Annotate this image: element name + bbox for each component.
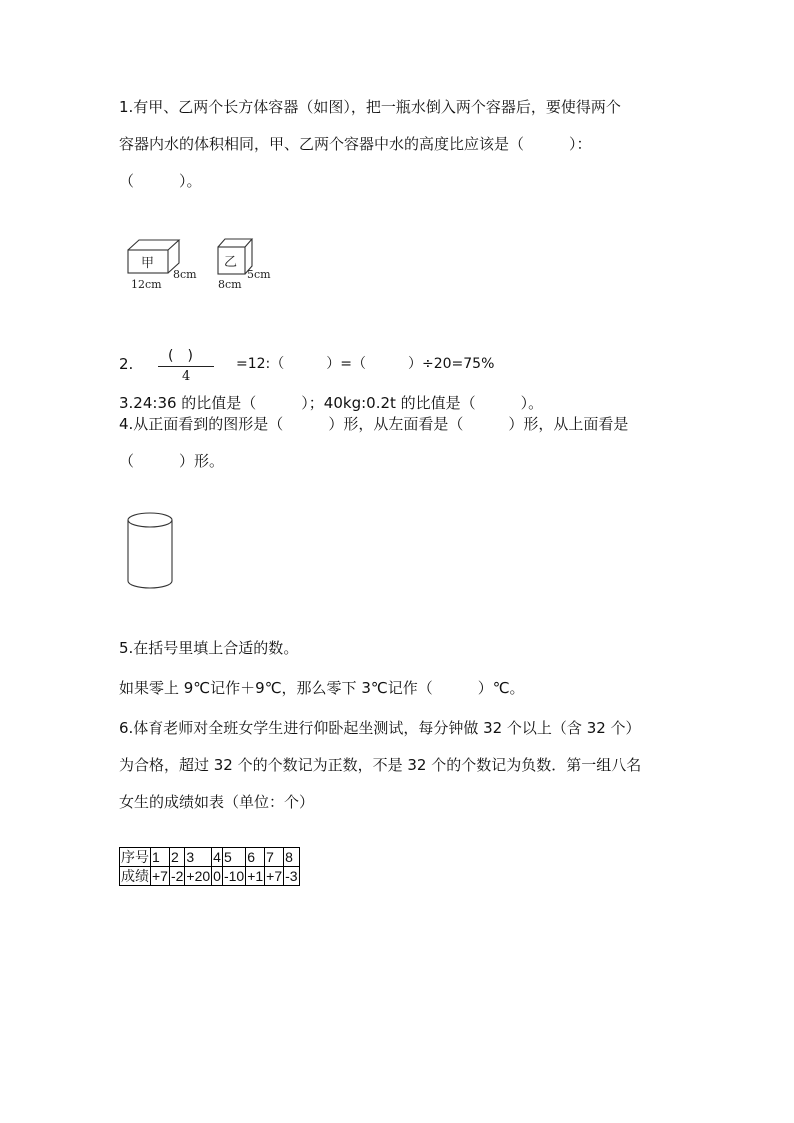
table-cell: 1 [151, 848, 170, 867]
q5-line1: 5.在括号里填上合适的数。 [119, 639, 299, 657]
table-cell: 2 [169, 848, 184, 867]
table-cell: +7 [152, 868, 168, 884]
q3-text: 3.24:36 的比值是（ ）；40kg:0.2t 的比值是（ ）。 [119, 394, 544, 412]
table-row [120, 848, 300, 867]
q6-line1: 6.体育老师对全班女学生进行仰卧起坐测试，每分钟做 32 个以上（含 32 个） [119, 719, 641, 737]
q2-numerator: ( ) [168, 348, 193, 364]
cuboid-b-height: 5cm [247, 268, 271, 281]
q2-rest: =12:（ ）=（ ）÷20=75% [236, 356, 495, 372]
table-cell: 0 [213, 868, 221, 884]
q2-denominator: 4 [182, 369, 191, 384]
q4-line1: 4.从正面看到的图形是（ ）形，从左面看是（ ）形，从上面看是 [119, 415, 629, 433]
q1-line3: （ ）。 [119, 172, 202, 190]
table-row-label: 成绩 [121, 868, 149, 884]
table-cell: -10 [223, 868, 245, 884]
q1-line2: 容器内水的体积相同，甲、乙两个容器中水的高度比应该是（ ）： [119, 135, 592, 153]
cuboid-a-length: 12cm [131, 278, 162, 291]
table-header-label: 序号 [121, 849, 149, 865]
q6-line3: 女生的成绩如表（单位：个） [119, 793, 315, 811]
scores-table [119, 847, 300, 886]
q5-line2: 如果零上 9℃记作＋9℃，那么零下 3℃记作（ ）℃。 [119, 679, 525, 697]
table-cell: +1 [247, 868, 264, 884]
cuboid-a-height: 8cm [173, 268, 197, 281]
q1-line1: 1.有甲、乙两个长方体容器（如图），把一瓶水倒入两个容器后，要使得两个 [119, 98, 621, 116]
table-cell: -2 [170, 868, 184, 884]
table-cell: -3 [285, 868, 298, 884]
cuboid-a-label: 甲 [141, 256, 155, 271]
q4-line2: （ ）形。 [119, 452, 225, 470]
cuboid-b-label: 乙 [224, 255, 238, 270]
table-cell: 6 [246, 848, 265, 867]
cuboid-b-length: 8cm [218, 278, 242, 291]
table-cell: 4 [213, 849, 221, 865]
table-cell: 8 [284, 848, 299, 867]
table-cell: 7 [265, 848, 284, 867]
q6-line2: 为合格，超过 32 个的个数记为正数，不是 32 个的个数记为负数．第一组八名 [119, 756, 642, 774]
cylinder-figure [124, 510, 180, 592]
table-cell: 5 [222, 848, 245, 867]
q2-number: 2. [119, 355, 134, 373]
table-cell: +7 [266, 868, 283, 884]
table-row [120, 867, 300, 886]
table-cell: +20 [186, 868, 211, 884]
table-cell: 3 [185, 848, 212, 867]
cuboid-figure [120, 232, 290, 302]
